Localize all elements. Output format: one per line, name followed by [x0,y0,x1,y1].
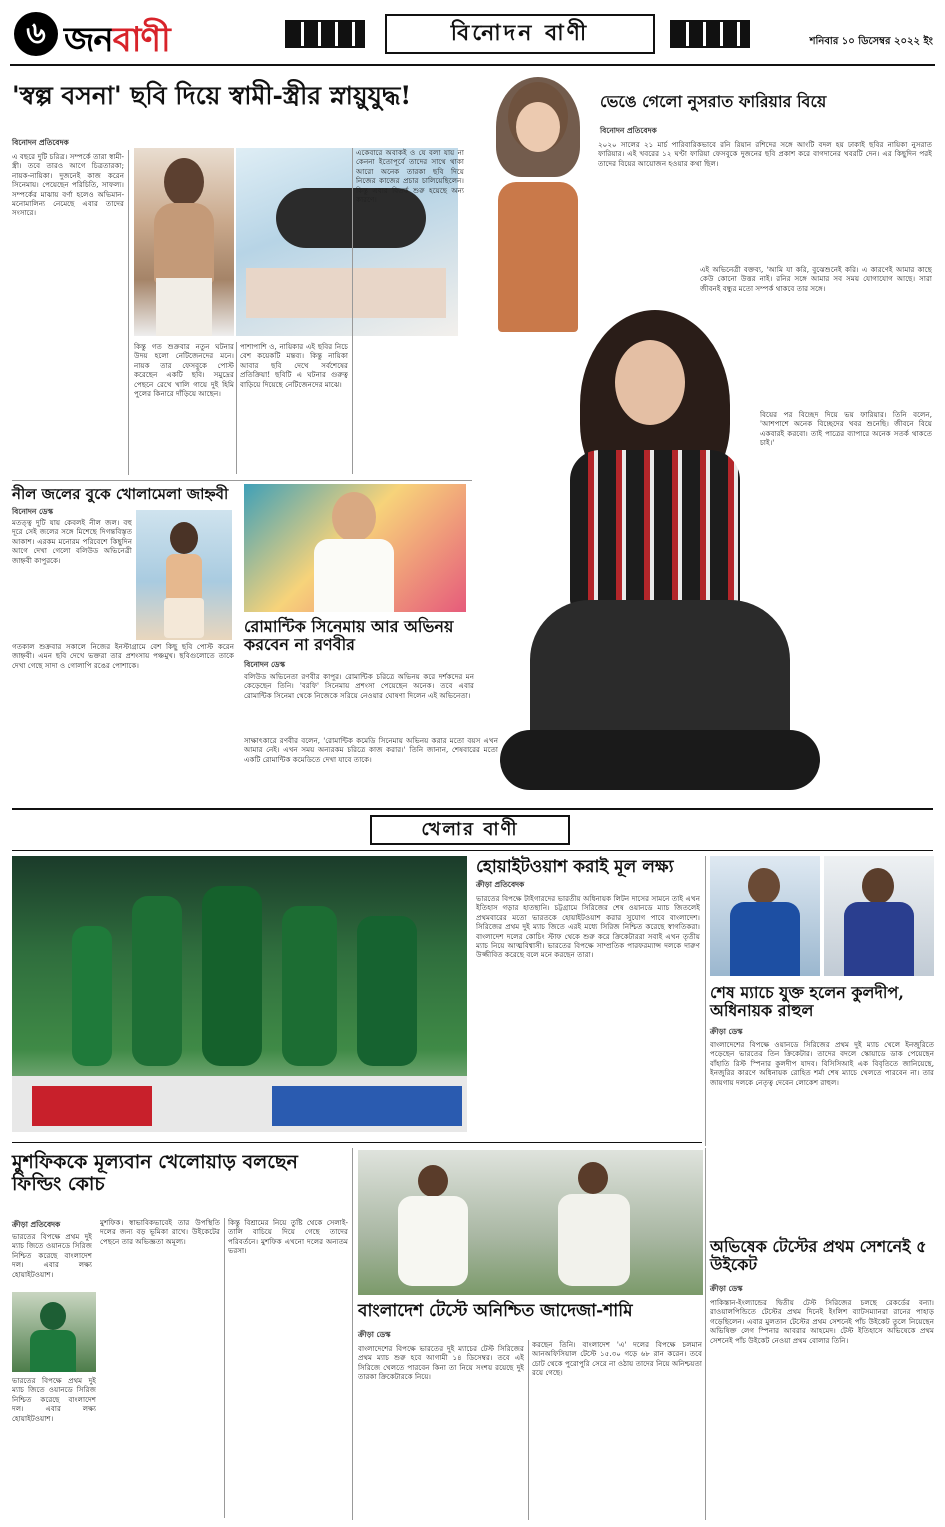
cricketer-photo-kuldeep [710,856,820,976]
column-rule [528,1340,529,1520]
article-column: মুশফিক। স্বাভাবিকভাবেই তার উপস্থিতি দলের জন্য বড় ভূমিকা রাখে। উইকেটের পেছনে তার অভিজ্ঞতা অমূল্য। [100,1218,220,1246]
section-rule [12,480,472,481]
story-headline: রোমান্টিক সিনেমায় আর অভিনয় করবেন না রণবীর [244,617,454,655]
cricketer-photo-rahul [824,856,934,976]
article-column: ভারতের বিপক্ষে প্রথম দুই ম্যাচ জিতে ওয়ানডে সিরিজ নিশ্চিত করেছে বাংলাদেশ দল। এবার লক্ষ্য হোয়াইটওয়াশ। [12,1232,92,1279]
cricket-team-celebration-photo [12,856,467,1132]
article-column: পাশাপাশি ও, নায়িকার এই ছবির নিচে বেশ কয়েকটি মন্তব্য। কিন্তু নায়িকা আবার ছবি দেখে সর্বশেষের প্রতিক্রিয়া! ছবিটি এ ঘটনার গুরুত্ব বাড়িয়ে দিয়েছে নেটিজেনদের মাঝে। [240,342,348,389]
story-credit: বিনোদন ডেস্ক [244,660,285,669]
film-strip-icon [670,20,750,48]
story-credit: ক্রীড়া প্রতিবেদক [12,1220,61,1229]
section-title-sports: খেলার বাণী [370,815,570,845]
story-headline: বাংলাদেশ টেস্টে অনিশ্চিত জাদেজা-শামি [358,1301,633,1321]
article-column: করছেন তিনি। বাংলাদেশ 'এ' দলের বিপক্ষে চলমান আনঅফিসিয়াল টেস্টে ১৫.৩০ গড়ে ৬৮ রান করেন। তবে চোট থেকে পুরোপুরি সেরে না ওঠায় তাদের নিয়ে অনিশ্চয়তা রয়ে গেছে। [532,1340,702,1378]
story-credit: বিনোদন প্রতিবেদক [600,126,657,135]
column-rule [705,1148,706,1520]
article-column: গতকাল শুক্রবার সকালে নিজের ইনস্টাগ্রামে বেশ কিছু ছবি পোস্ট করেন জাহ্নবী। এমন ছবি দেখে ভক্তরা তার প্রশংসায় পঞ্চমুখ। ছবিগুলোতে তাকে দেখা গেছে সাদা ও গোলাপি রঙের পোশাকে। [12,642,234,670]
article-column: এই অভিনেত্রী বক্তব্য, 'আমি যা করি, বুঝেশুনেই করি। এ কারণেই আমার কাছে কেউ কোনো উত্তর নাই। রনির সঙ্গে আমার সব সময় যোগাযোগ আছে। সারা জীবনই বন্ধুর মতো সম্পর্ক থাকবে তার সঙ্গে। [700,265,932,293]
article-column: বলিউড অভিনেতা রণবীর কাপুর। রোমান্টিক চরিত্রে অভিনয় করে দর্শকদের মন কেড়েছেন তিনি। 'বরফি' সিনেমায় প্রশংসা পেয়েছেন অনেক। তবে এবার রোমান্টিক সিনেমা থেকে নিজেকে সরিয়ে নেওয়ার ঘোষণা দিলেন এই অভিনেতা। [244,672,474,700]
section-title-entertainment: বিনোদন বাণী [385,14,655,54]
article-column: বিয়ের পর বিচ্ছেদ দিয়ে ভয় ফারিয়ার। তিনি বলেন, 'আশপাশে অনেক বিচ্ছেদের খবর শুনেছি। জীবনে বিয়ে একবারই করবো। তাই পাত্রের ব্যাপারে অনেক সতর্ক থাকতে চাই।' [760,410,932,448]
story-credit: বিনোদন ডেস্ক [12,507,53,516]
story-headline: শেষ ম্যাচে যুক্ত হলেন কুলদীপ, অধিনায়ক রাহুল [710,983,904,1021]
bowlers-photo [358,1150,703,1295]
article-column: মতত্ত্ব দুটি যায় কেবলই নীল জল। বহু দূরে সেই জলের সঙ্গে মিশেছে দিগন্তবিস্তৃত আকাশ। এরকম মনোরম পরিবেশে কিছুদিন আগে দেখা গেলো বলিউড অভিনেত্রী জাহ্নবী কাপুরকে। [12,518,132,565]
actress-photo-orange-dress [478,72,598,332]
story-credit: ক্রীড়া ডেস্ক [358,1330,391,1339]
article-column: ভারতের বিপক্ষে প্রথম দুই ম্যাচ জিতে ওয়ানডে সিরিজ নিশ্চিত করেছে বাংলাদেশ দল। এবার লক্ষ্য হোয়াইটওয়াশ। [12,1376,96,1423]
article-column: এ বছরে দুটি চরিত্র। সম্পর্কে তারা স্বামী-স্ত্রী। তবে তারও আগে চিত্রতারকা; নায়ক-নায়িকা। দুজনেই কাজ করেন সিনেমায়। পেয়েছেন পরিচিতি, সাফল্য। সম্পর্কের মাঝায় বর্ণা হলেও অভিমান-মনোমালিন্য নেমেছে এবার তাদের সংসারে। [12,152,124,218]
story-headline: অভিষেক টেস্টের প্রথম সেশনেই ৫ উইকেট [710,1237,927,1275]
article-column: একেবারে অবাকই ও যে বলা যায় না কেননা ইতোপূর্বে তাদের সাথে থাকা আরো অনেক তারকা ছবি দিয়ে নিজের কাজের প্রচার চালিয়েছিলেন। কিন্তু এবার বিতর্ক শুরু হয়েছে অন্য কারণে। [356,148,464,205]
masthead-rule [10,64,935,66]
film-strip-icon [285,20,365,48]
article-column: বাংলাদেশের বিপক্ষে ভারতের দুই ম্যাচের টেস্ট সিরিজের প্রথম ম্যাচ শুরু হবে আগামী ১৪ ডিসেম্বর। তবে এই সিরিজে খেলতে পারবেন কিনা তা নিয়ে সংশয় রয়েছে দুই তারকা ক্রিকেটারকে নিয়ে। [358,1344,524,1382]
issue-date: শনিবার ১০ ডিসেম্বর ২০২২ ইং [809,36,933,47]
article-column: পাকিস্তান-ইংল্যান্ডের দ্বিতীয় টেস্ট সিরিজের চলছে রেকর্ডের বন্যা। রাওয়ালপিন্ডিতে টেস্টের প্রথম দিনেই ইংলিশ ব্যাটসম্যানরা রানের পাহাড় গড়েছিলেন। এবার মুলতান টেস্টের প্রথম সেশনেই পাঁচ উইকেট তুলে নিয়েছেন অভিষিক্ত লেগ স্পিনার আবরার আহমেদ। টেস্ট ইতিহাসে অভিষেকে প্রথম সেশনেই পাঁচ উইকেট নেওয়া প্রথম বোলার তিনি। [710,1298,934,1345]
story-credit: বিনোদন প্রতিবেদক [12,138,69,147]
article-column: ভারতের বিপক্ষে টাইগারদের ভারতীয় অধিনায়ক লিটন দাসের সামনে তাই এখন ইতিহাস গড়ার হাতছানি। চট্টগ্রামে সিরিজের শেষ ওয়ানডে ম্যাচ জিতলেই প্রথমবারের মতো ভারতকে হোয়াইটওয়াশ করার সুযোগ পাবে বাংলাদেশ। সিরিজের প্রথম দুই ম্যাচ জিতে এরই মধ্যে সিরিজ নিশ্চিত করেছে স্বাগতিকরা। বাংলাদেশ দলের কোচিং স্টাফ থেকে শুরু করে ক্রিকেটাররা সবাই এখন তৃতীয় ম্যাচ নিয়ে আত্মবিশ্বাসী। ভারতের বিপক্ষে সাম্প্রতিক পারফরম্যান্স দলকে দারুণ উজ্জীবিত করেছে বলে মনে করছেন তারা। [476,894,700,960]
section-divider [12,850,933,851]
logo-wordmark: জনবাণী [64,20,170,60]
section-divider [12,808,933,810]
section-divider [12,1142,702,1143]
mushfiq-photo [12,1292,96,1372]
article-column: ২০২০ সালের ২১ মার্চ পারিবারিকভাবে রনি রিয়ান রশিদের সঙ্গে আংটি বদল হয় ঢাকাই ছবির নায়িকা নুসরাত ফারিয়ার। এই খবরের ১২ ঘণ্টা ফারিয়া ফেসবুকে দুজনের ছবি প্রকাশ করে বাগদানের খবরটি দেন। এর কিছুদিন পরই তাদের বিয়ের আয়োজন হওয়ার কথা ছিল। [598,140,932,168]
column-rule [224,1218,225,1518]
article-column: বাংলাদেশের বিপক্ষে ওয়ানডে সিরিজের প্রথম দুই ম্যাচ খেলে ইনজুরিতে পড়েছেন ভারতের তিন ক্রিকেটার। তাদের বদলে স্কোয়াডে ডাক পেয়েছেন বাঁহাতি রিস্ট স্পিনার কুলদীপ যাদব। বিসিসিআই এক বিবৃতিতে জানিয়েছে, ইনজুরির কারণে অধিনায়ক রোহিত শর্মা শেষ ম্যাচে খেলতে পারবেন না। তার জায়গায় দলকে নেতৃত্ব দেবেন লোকেশ রাহুল। [710,1040,934,1087]
actress-photo-beach [136,510,232,640]
story-headline: নীল জলের বুকে খোলামেলা জাহ্নবী [12,485,229,503]
article-column: কিন্তু গত শুক্রবার নতুন ঘটনার উদয় হলো নেটিজেনদের মনে। নায়ক তার ফেসবুকে পোস্ট করেছেন একটি ছবি। সমুদ্রের পেছনে রেখে খালি গায়ে দুই হিমি পুলের কিনারে দাঁড়িয়ে আছেন। [134,342,234,399]
story-headline: মুশফিককে মূল্যবান খেলোয়াড় বলছেন ফিল্ডিং কোচ [12,1151,298,1195]
story-credit: ক্রীড়া প্রতিবেদক [476,880,525,889]
newspaper-logo [14,10,170,60]
story-headline: ভেঙে গেলো নুসরাত ফারিয়ার বিয়ে [600,92,827,111]
story-headline: 'স্বল্প বসনা' ছবি দিয়ে স্বামী-স্ত্রীর স্নায়ুযুদ্ধ! [12,81,412,110]
column-rule [352,148,353,474]
column-rule [352,1148,353,1520]
article-column: সাক্ষাৎকারে রণবীর বলেন, 'রোমান্টিক কমেডি সিনেমায় অভিনয় করার মতো বয়স এখন আমার নেই। এখন সময় অন্যরকম চরিত্রে কাজ করার।' তিনি জানান, শেষবারের মতো একটি রোমান্টিক কমেডিতে দেখা যাবে তাকে। [244,736,498,764]
actor-photo [134,148,234,336]
column-rule [236,342,237,474]
column-rule [705,856,706,1146]
logo-number: ৬ [14,12,58,56]
story-credit: ক্রীড়া ডেস্ক [710,1284,743,1293]
actor-photo-ranbir [244,484,466,612]
story-headline: হোয়াইটওয়াশ করাই মূল লক্ষ্য [476,857,674,877]
story-credit: ক্রীড়া ডেস্ক [710,1027,743,1036]
article-column: কিন্তু বিশ্রামের নিয়ে তুষ্টি থেকে সেলাই-তালি বাচিয়ে দিয়ে গেছে তাদের পরিবর্তনে। মুশফিক এখনো দলের অন্যতম ভরসা। [228,1218,348,1256]
column-rule [128,150,129,475]
